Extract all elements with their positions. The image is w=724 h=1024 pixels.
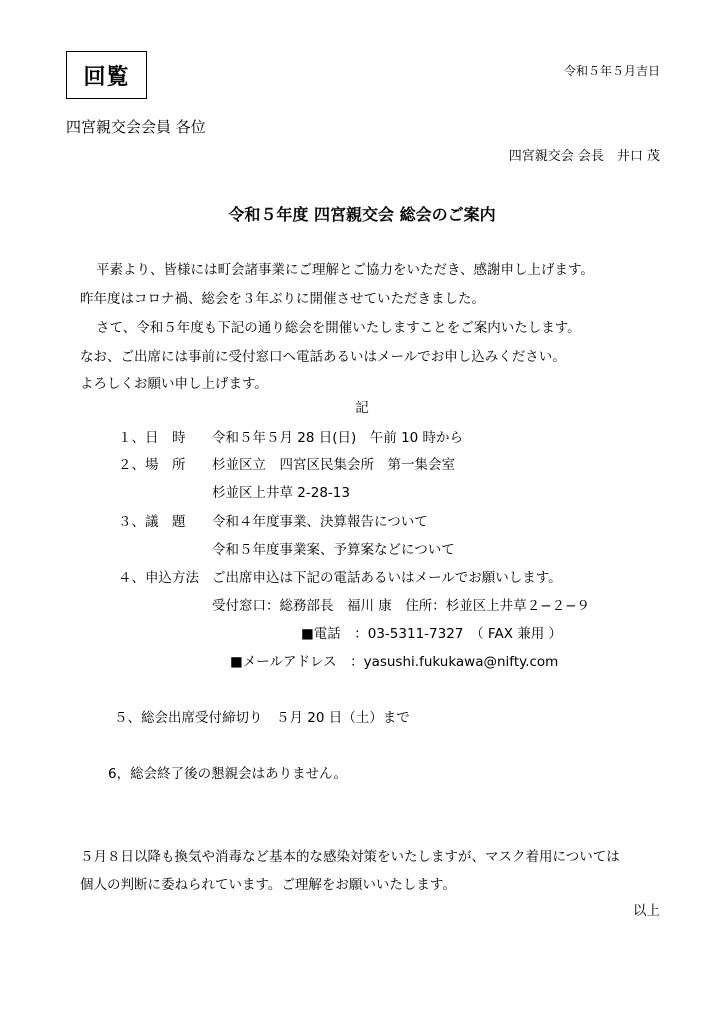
- circulation-stamp: 回覧: [66, 51, 147, 99]
- document-title: 令和５年度 四宮親交会 総会のご案内: [228, 205, 496, 224]
- intro-line: さて、令和５年度も下記の通り総会を開催いたしますことをご案内いたします。: [96, 320, 581, 336]
- agenda-label: ３、議 題: [118, 514, 186, 530]
- place-value: 杉並区立 四宮区民集会所 第一集会室: [212, 457, 455, 473]
- agenda-line: 令和５年度事業案、予算案などについて: [212, 542, 455, 558]
- apply-label: ４、申込方法: [118, 570, 199, 586]
- deadline-item: ５、総会出席受付締切り ５月 20 日（土）まで: [114, 710, 410, 726]
- intro-line: 平素より、皆様には町会諸事業にご理解とご協力をいただき、感謝申し上げます。: [96, 262, 594, 278]
- closing-mark: 以上: [633, 903, 660, 919]
- issue-date: 令和５年５月吉日: [563, 64, 660, 78]
- intro-line: なお、ご出席には事前に受付窓口へ電話あるいはメールでお申し込みください。: [80, 349, 566, 365]
- apply-instructions: ご出席申込は下記の電話あるいはメールでお願いします。: [212, 570, 562, 586]
- no-party-item: 6，総会終了後の懇親会はありません。: [108, 766, 347, 782]
- place-label: ２、場 所: [118, 457, 186, 473]
- intro-line: 昨年度はコロナ禍、総会を３年ぶりに開催させていただきました。: [80, 291, 485, 307]
- notice-line: 個人の判断に委ねられています。ご理解をお願いいたします。: [80, 877, 456, 893]
- apply-contact: 受付窓口：総務部長 福川 康 住所：杉並区上井草２−２−９: [212, 598, 590, 614]
- datetime-label: １、日 時: [118, 430, 186, 446]
- apply-phone: ■電話 ：03-5311-7327 （ FAX 兼用 ）: [301, 626, 563, 642]
- intro-line: よろしくお願い申し上げます。: [80, 376, 268, 392]
- ki-heading: 記: [355, 400, 369, 416]
- place-address: 杉並区上井草 2-28-13: [212, 485, 350, 501]
- sender: 四宮親交会 会長 井口 茂: [508, 149, 660, 164]
- notice-line: ５月８日以降も換気や消毒など基本的な感染対策をいたしますが、マスク着用については: [80, 849, 620, 865]
- datetime-value: 令和５年５月 28 日(日) 午前 10 時から: [212, 430, 464, 446]
- agenda-line: 令和４年度事業、決算報告について: [212, 514, 428, 530]
- apply-email: ■メールアドレス ：yasushi.fukukawa@nifty.com: [230, 654, 559, 670]
- addressee: 四宮親交会会員 各位: [66, 118, 206, 136]
